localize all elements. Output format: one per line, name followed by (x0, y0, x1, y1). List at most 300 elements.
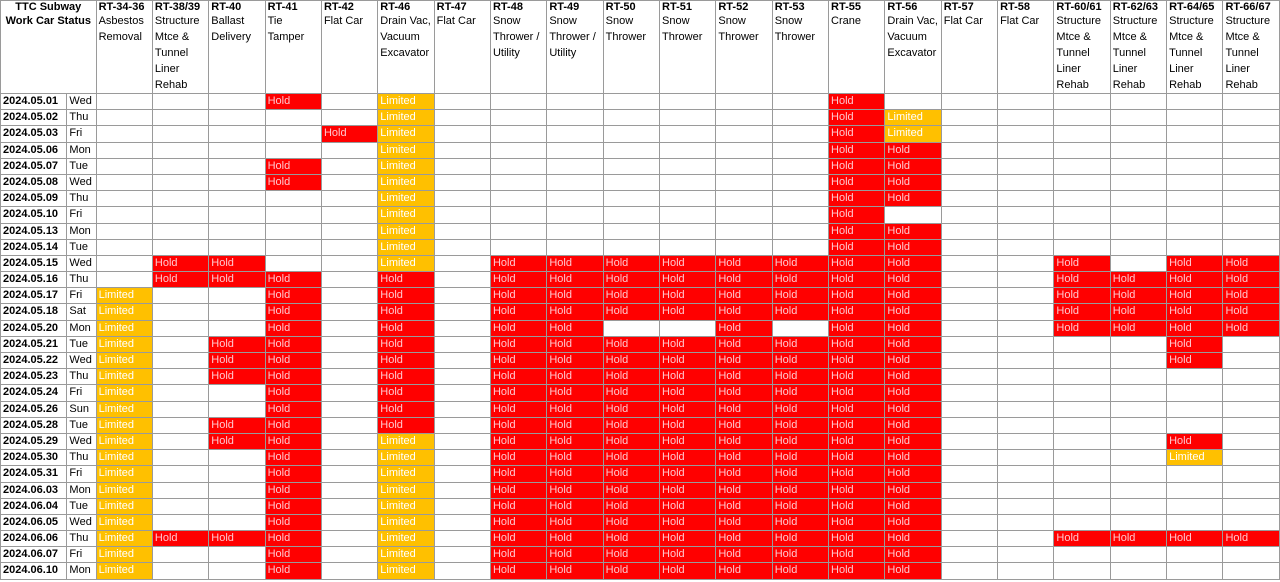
status-cell-hold: Hold (660, 433, 716, 449)
status-cell-empty (1054, 466, 1110, 482)
status-cell-hold: Hold (1054, 531, 1110, 547)
status-cell-hold: Hold (547, 401, 603, 417)
status-cell-limited: Limited (378, 191, 434, 207)
status-cell-empty (152, 450, 208, 466)
status-cell-empty (321, 433, 377, 449)
status-cell-hold: Hold (829, 353, 885, 369)
status-cell-limited: Limited (378, 174, 434, 190)
status-cell-empty (96, 223, 152, 239)
status-cell-empty (1110, 142, 1166, 158)
column-code: RT-55 (831, 1, 862, 13)
weekday-cell: Sat (67, 304, 96, 320)
column-description: Flat Car (323, 15, 364, 27)
status-cell-empty (998, 369, 1054, 385)
status-cell-empty (660, 191, 716, 207)
status-cell-hold: Hold (152, 272, 208, 288)
column-description: Drain Vac, Vacuum Excavator (380, 15, 431, 59)
status-cell-limited: Limited (378, 110, 434, 126)
status-cell-hold: Hold (547, 531, 603, 547)
status-cell-hold: Hold (716, 304, 772, 320)
status-cell-hold: Hold (265, 514, 321, 530)
status-cell-empty (96, 239, 152, 255)
table-row (1, 158, 1280, 174)
status-cell-empty (941, 433, 997, 449)
status-cell-empty (660, 174, 716, 190)
weekday-cell: Mon (67, 563, 96, 579)
status-cell-empty (490, 239, 546, 255)
weekday-cell: Mon (67, 223, 96, 239)
weekday-cell: Mon (67, 142, 96, 158)
status-cell-hold: Hold (829, 320, 885, 336)
status-cell-empty (434, 255, 490, 271)
status-cell-empty (321, 94, 377, 110)
status-cell-hold: Hold (209, 255, 265, 271)
status-cell-limited: Limited (378, 94, 434, 110)
status-cell-hold: Hold (265, 417, 321, 433)
status-cell-hold: Hold (547, 547, 603, 563)
date-cell: 2024.06.05 (1, 514, 67, 530)
status-cell-limited: Limited (378, 563, 434, 579)
status-cell-hold: Hold (265, 336, 321, 352)
status-cell-hold: Hold (1110, 320, 1166, 336)
column-description: Drain Vac, Vacuum Excavator (887, 15, 938, 59)
status-cell-empty (1054, 369, 1110, 385)
status-cell-empty (1054, 547, 1110, 563)
status-cell-empty (547, 126, 603, 142)
status-cell-empty (1110, 94, 1166, 110)
status-cell-empty (321, 272, 377, 288)
status-cell-empty (1223, 482, 1280, 498)
status-cell-hold: Hold (490, 336, 546, 352)
status-cell-hold: Hold (265, 304, 321, 320)
status-cell-hold: Hold (829, 142, 885, 158)
column-description: Snow Thrower (662, 15, 703, 43)
status-cell-limited: Limited (96, 498, 152, 514)
status-cell-empty (1110, 239, 1166, 255)
status-cell-empty (1110, 466, 1166, 482)
status-cell-empty (547, 94, 603, 110)
status-cell-empty (152, 353, 208, 369)
status-cell-empty (941, 336, 997, 352)
status-cell-empty (96, 191, 152, 207)
status-cell-empty (321, 563, 377, 579)
weekday-cell: Tue (67, 239, 96, 255)
status-cell-hold: Hold (885, 353, 941, 369)
weekday-cell: Mon (67, 482, 96, 498)
status-cell-limited: Limited (378, 433, 434, 449)
status-cell-hold: Hold (660, 272, 716, 288)
status-cell-empty (1167, 158, 1223, 174)
status-cell-empty (998, 94, 1054, 110)
status-cell-empty (321, 207, 377, 223)
status-cell-empty (603, 223, 659, 239)
status-cell-limited: Limited (378, 158, 434, 174)
status-cell-limited: Limited (378, 223, 434, 239)
status-cell-empty (209, 191, 265, 207)
weekday-cell: Tue (67, 336, 96, 352)
status-cell-empty (209, 514, 265, 530)
table-row (1, 353, 1280, 369)
status-cell-empty (603, 142, 659, 158)
status-cell-empty (209, 450, 265, 466)
status-cell-empty (1110, 514, 1166, 530)
status-cell-empty (941, 158, 997, 174)
status-cell-hold: Hold (885, 369, 941, 385)
column-description: Flat Car (436, 15, 476, 27)
column-header (941, 1, 997, 94)
table-row (1, 466, 1280, 482)
status-cell-hold: Hold (547, 369, 603, 385)
status-cell-empty (941, 531, 997, 547)
column-header (829, 1, 885, 94)
column-code: RT-38/39 (154, 1, 201, 13)
column-code: RT-66/67 (1225, 1, 1271, 13)
status-cell-hold: Hold (829, 94, 885, 110)
date-cell: 2024.05.29 (1, 433, 67, 449)
status-cell-hold: Hold (885, 320, 941, 336)
status-cell-hold: Hold (1110, 304, 1166, 320)
status-cell-hold: Hold (829, 288, 885, 304)
status-cell-hold: Hold (547, 304, 603, 320)
date-cell: 2024.05.03 (1, 126, 67, 142)
status-cell-limited: Limited (378, 498, 434, 514)
status-cell-limited: Limited (1167, 450, 1223, 466)
date-cell: 2024.06.04 (1, 498, 67, 514)
status-cell-empty (547, 142, 603, 158)
status-cell-empty (434, 450, 490, 466)
status-cell-empty (152, 110, 208, 126)
status-cell-empty (603, 94, 659, 110)
status-cell-hold: Hold (885, 239, 941, 255)
status-cell-hold: Hold (603, 531, 659, 547)
table-row (1, 498, 1280, 514)
status-cell-empty (941, 126, 997, 142)
status-cell-empty (1167, 482, 1223, 498)
status-cell-empty (321, 482, 377, 498)
weekday-cell: Wed (67, 353, 96, 369)
status-cell-empty (660, 207, 716, 223)
table-body (1, 94, 1280, 580)
status-cell-empty (998, 272, 1054, 288)
weekday-cell: Wed (67, 94, 96, 110)
status-cell-hold: Hold (716, 514, 772, 530)
status-cell-hold: Hold (603, 353, 659, 369)
column-code: RT-46 (380, 1, 411, 13)
status-cell-empty (321, 158, 377, 174)
status-cell-empty (96, 142, 152, 158)
column-header (265, 1, 321, 94)
date-cell: 2024.05.01 (1, 94, 67, 110)
status-cell-empty (941, 239, 997, 255)
column-code: RT-56 (887, 1, 918, 13)
table-row (1, 417, 1280, 433)
status-cell-hold: Hold (1223, 288, 1280, 304)
date-cell: 2024.05.08 (1, 174, 67, 190)
status-cell-empty (434, 417, 490, 433)
status-cell-empty (209, 401, 265, 417)
status-cell-hold: Hold (1167, 255, 1223, 271)
status-cell-empty (1167, 514, 1223, 530)
date-cell: 2024.06.07 (1, 547, 67, 563)
date-cell: 2024.05.22 (1, 353, 67, 369)
status-cell-hold: Hold (829, 126, 885, 142)
status-cell-empty (1223, 498, 1280, 514)
status-cell-empty (998, 304, 1054, 320)
column-code: RT-53 (774, 1, 805, 13)
status-cell-empty (434, 482, 490, 498)
status-cell-empty (96, 158, 152, 174)
status-cell-empty (209, 239, 265, 255)
weekday-cell: Tue (67, 158, 96, 174)
column-header (603, 1, 659, 94)
status-cell-limited: Limited (378, 547, 434, 563)
status-cell-empty (209, 158, 265, 174)
status-cell-hold: Hold (885, 417, 941, 433)
status-cell-empty (772, 223, 828, 239)
status-cell-empty (941, 466, 997, 482)
status-cell-hold: Hold (603, 514, 659, 530)
status-cell-empty (716, 94, 772, 110)
status-cell-empty (321, 255, 377, 271)
table-row (1, 126, 1280, 142)
status-cell-hold: Hold (829, 304, 885, 320)
status-cell-hold: Hold (603, 272, 659, 288)
status-cell-limited: Limited (96, 450, 152, 466)
status-cell-empty (321, 498, 377, 514)
status-cell-empty (490, 174, 546, 190)
table-row (1, 239, 1280, 255)
status-cell-hold: Hold (265, 385, 321, 401)
column-header (96, 1, 152, 94)
column-header (321, 1, 377, 94)
status-cell-empty (998, 126, 1054, 142)
status-cell-hold: Hold (716, 369, 772, 385)
status-cell-empty (941, 450, 997, 466)
status-cell-empty (1054, 498, 1110, 514)
column-header (716, 1, 772, 94)
status-cell-empty (941, 547, 997, 563)
status-cell-empty (1054, 207, 1110, 223)
status-cell-empty (209, 126, 265, 142)
status-cell-hold: Hold (490, 466, 546, 482)
status-cell-empty (321, 385, 377, 401)
status-cell-empty (434, 547, 490, 563)
status-cell-empty (321, 174, 377, 190)
status-cell-empty (321, 369, 377, 385)
status-cell-empty (152, 433, 208, 449)
status-cell-empty (941, 514, 997, 530)
status-cell-empty (152, 191, 208, 207)
status-cell-hold: Hold (660, 385, 716, 401)
status-cell-empty (1167, 142, 1223, 158)
status-cell-limited: Limited (96, 288, 152, 304)
weekday-cell: Sun (67, 401, 96, 417)
status-cell-hold: Hold (265, 450, 321, 466)
column-code: RT-58 (1000, 1, 1031, 13)
status-cell-empty (998, 191, 1054, 207)
status-cell-hold: Hold (829, 207, 885, 223)
status-cell-empty (772, 239, 828, 255)
status-cell-limited: Limited (885, 110, 941, 126)
status-cell-empty (152, 158, 208, 174)
status-cell-hold: Hold (885, 514, 941, 530)
date-cell: 2024.05.30 (1, 450, 67, 466)
status-cell-empty (716, 223, 772, 239)
status-cell-hold: Hold (829, 417, 885, 433)
status-cell-empty (1223, 401, 1280, 417)
date-cell: 2024.05.24 (1, 385, 67, 401)
status-cell-empty (209, 142, 265, 158)
weekday-cell: Thu (67, 450, 96, 466)
status-cell-empty (209, 385, 265, 401)
status-cell-hold: Hold (716, 547, 772, 563)
title-line-1: TTC Subway (15, 1, 82, 13)
status-cell-hold: Hold (829, 433, 885, 449)
status-cell-hold: Hold (490, 401, 546, 417)
status-cell-hold: Hold (772, 288, 828, 304)
status-cell-empty (1167, 174, 1223, 190)
status-cell-hold: Hold (885, 158, 941, 174)
status-cell-hold: Hold (1054, 288, 1110, 304)
status-cell-empty (1054, 336, 1110, 352)
status-cell-hold: Hold (716, 353, 772, 369)
status-cell-empty (209, 110, 265, 126)
status-cell-hold: Hold (603, 369, 659, 385)
status-cell-limited: Limited (378, 531, 434, 547)
status-cell-limited: Limited (96, 353, 152, 369)
status-cell-hold: Hold (547, 450, 603, 466)
column-header (378, 1, 434, 94)
status-cell-empty (941, 498, 997, 514)
status-cell-empty (1054, 450, 1110, 466)
status-cell-hold: Hold (885, 531, 941, 547)
status-cell-empty (152, 288, 208, 304)
table-row (1, 255, 1280, 271)
status-cell-hold: Hold (378, 369, 434, 385)
status-cell-hold: Hold (885, 174, 941, 190)
status-cell-hold: Hold (716, 272, 772, 288)
status-cell-empty (321, 320, 377, 336)
status-cell-empty (941, 563, 997, 579)
status-cell-empty (998, 547, 1054, 563)
weekday-cell: Mon (67, 320, 96, 336)
status-cell-hold: Hold (321, 126, 377, 142)
status-cell-empty (716, 207, 772, 223)
status-cell-hold: Hold (660, 304, 716, 320)
status-cell-empty (998, 288, 1054, 304)
status-cell-hold: Hold (265, 320, 321, 336)
status-cell-limited: Limited (96, 385, 152, 401)
status-cell-hold: Hold (716, 288, 772, 304)
header-row (1, 1, 1280, 94)
status-cell-hold: Hold (547, 353, 603, 369)
status-cell-empty (716, 191, 772, 207)
status-cell-hold: Hold (547, 563, 603, 579)
status-cell-hold: Hold (829, 191, 885, 207)
column-description: Snow Thrower / Utility (492, 15, 540, 59)
status-cell-empty (321, 353, 377, 369)
status-cell-empty (772, 207, 828, 223)
status-cell-empty (321, 450, 377, 466)
status-cell-hold: Hold (265, 401, 321, 417)
status-cell-empty (547, 207, 603, 223)
status-cell-hold: Hold (547, 320, 603, 336)
status-cell-empty (998, 450, 1054, 466)
status-cell-empty (941, 369, 997, 385)
status-cell-empty (603, 126, 659, 142)
status-cell-empty (434, 272, 490, 288)
status-cell-limited: Limited (96, 466, 152, 482)
column-code: RT-49 (549, 1, 580, 13)
status-cell-empty (434, 563, 490, 579)
status-cell-empty (660, 126, 716, 142)
status-cell-empty (998, 336, 1054, 352)
status-cell-empty (434, 385, 490, 401)
status-cell-empty (547, 174, 603, 190)
date-cell: 2024.05.07 (1, 158, 67, 174)
status-cell-hold: Hold (829, 255, 885, 271)
status-cell-empty (1110, 255, 1166, 271)
column-description: Crane (831, 15, 862, 27)
table-row (1, 385, 1280, 401)
status-cell-empty (1054, 563, 1110, 579)
status-cell-hold: Hold (603, 288, 659, 304)
status-cell-empty (1110, 110, 1166, 126)
status-cell-hold: Hold (378, 320, 434, 336)
status-cell-hold: Hold (265, 174, 321, 190)
status-cell-hold: Hold (772, 433, 828, 449)
status-cell-empty (1110, 498, 1166, 514)
status-cell-hold: Hold (885, 255, 941, 271)
status-cell-empty (1054, 353, 1110, 369)
status-cell-empty (1223, 514, 1280, 530)
column-header (209, 1, 265, 94)
status-cell-empty (1110, 223, 1166, 239)
status-cell-empty (321, 336, 377, 352)
status-cell-empty (1223, 158, 1280, 174)
status-cell-empty (209, 304, 265, 320)
status-cell-empty (434, 158, 490, 174)
status-cell-empty (152, 482, 208, 498)
status-cell-empty (1223, 385, 1280, 401)
column-description: Structure Mtce & Tunnel Liner Rehab (1225, 15, 1271, 91)
status-cell-empty (1054, 482, 1110, 498)
status-cell-empty (321, 142, 377, 158)
status-cell-empty (660, 158, 716, 174)
status-cell-hold: Hold (378, 353, 434, 369)
status-cell-empty (1167, 126, 1223, 142)
status-cell-hold: Hold (490, 320, 546, 336)
column-header (1110, 1, 1166, 94)
status-cell-limited: Limited (96, 482, 152, 498)
status-cell-empty (434, 531, 490, 547)
status-cell-hold: Hold (660, 288, 716, 304)
status-cell-hold: Hold (772, 385, 828, 401)
column-description: Snow Thrower / Utility (549, 15, 596, 59)
status-cell-hold: Hold (829, 466, 885, 482)
status-cell-empty (1223, 94, 1280, 110)
column-header (772, 1, 828, 94)
weekday-cell: Fri (67, 126, 96, 142)
status-cell-limited: Limited (378, 514, 434, 530)
weekday-cell: Fri (67, 288, 96, 304)
status-cell-empty (1167, 466, 1223, 482)
status-cell-hold: Hold (660, 255, 716, 271)
status-cell-hold: Hold (603, 417, 659, 433)
status-cell-hold: Hold (490, 255, 546, 271)
status-cell-empty (152, 401, 208, 417)
status-cell-empty (603, 207, 659, 223)
